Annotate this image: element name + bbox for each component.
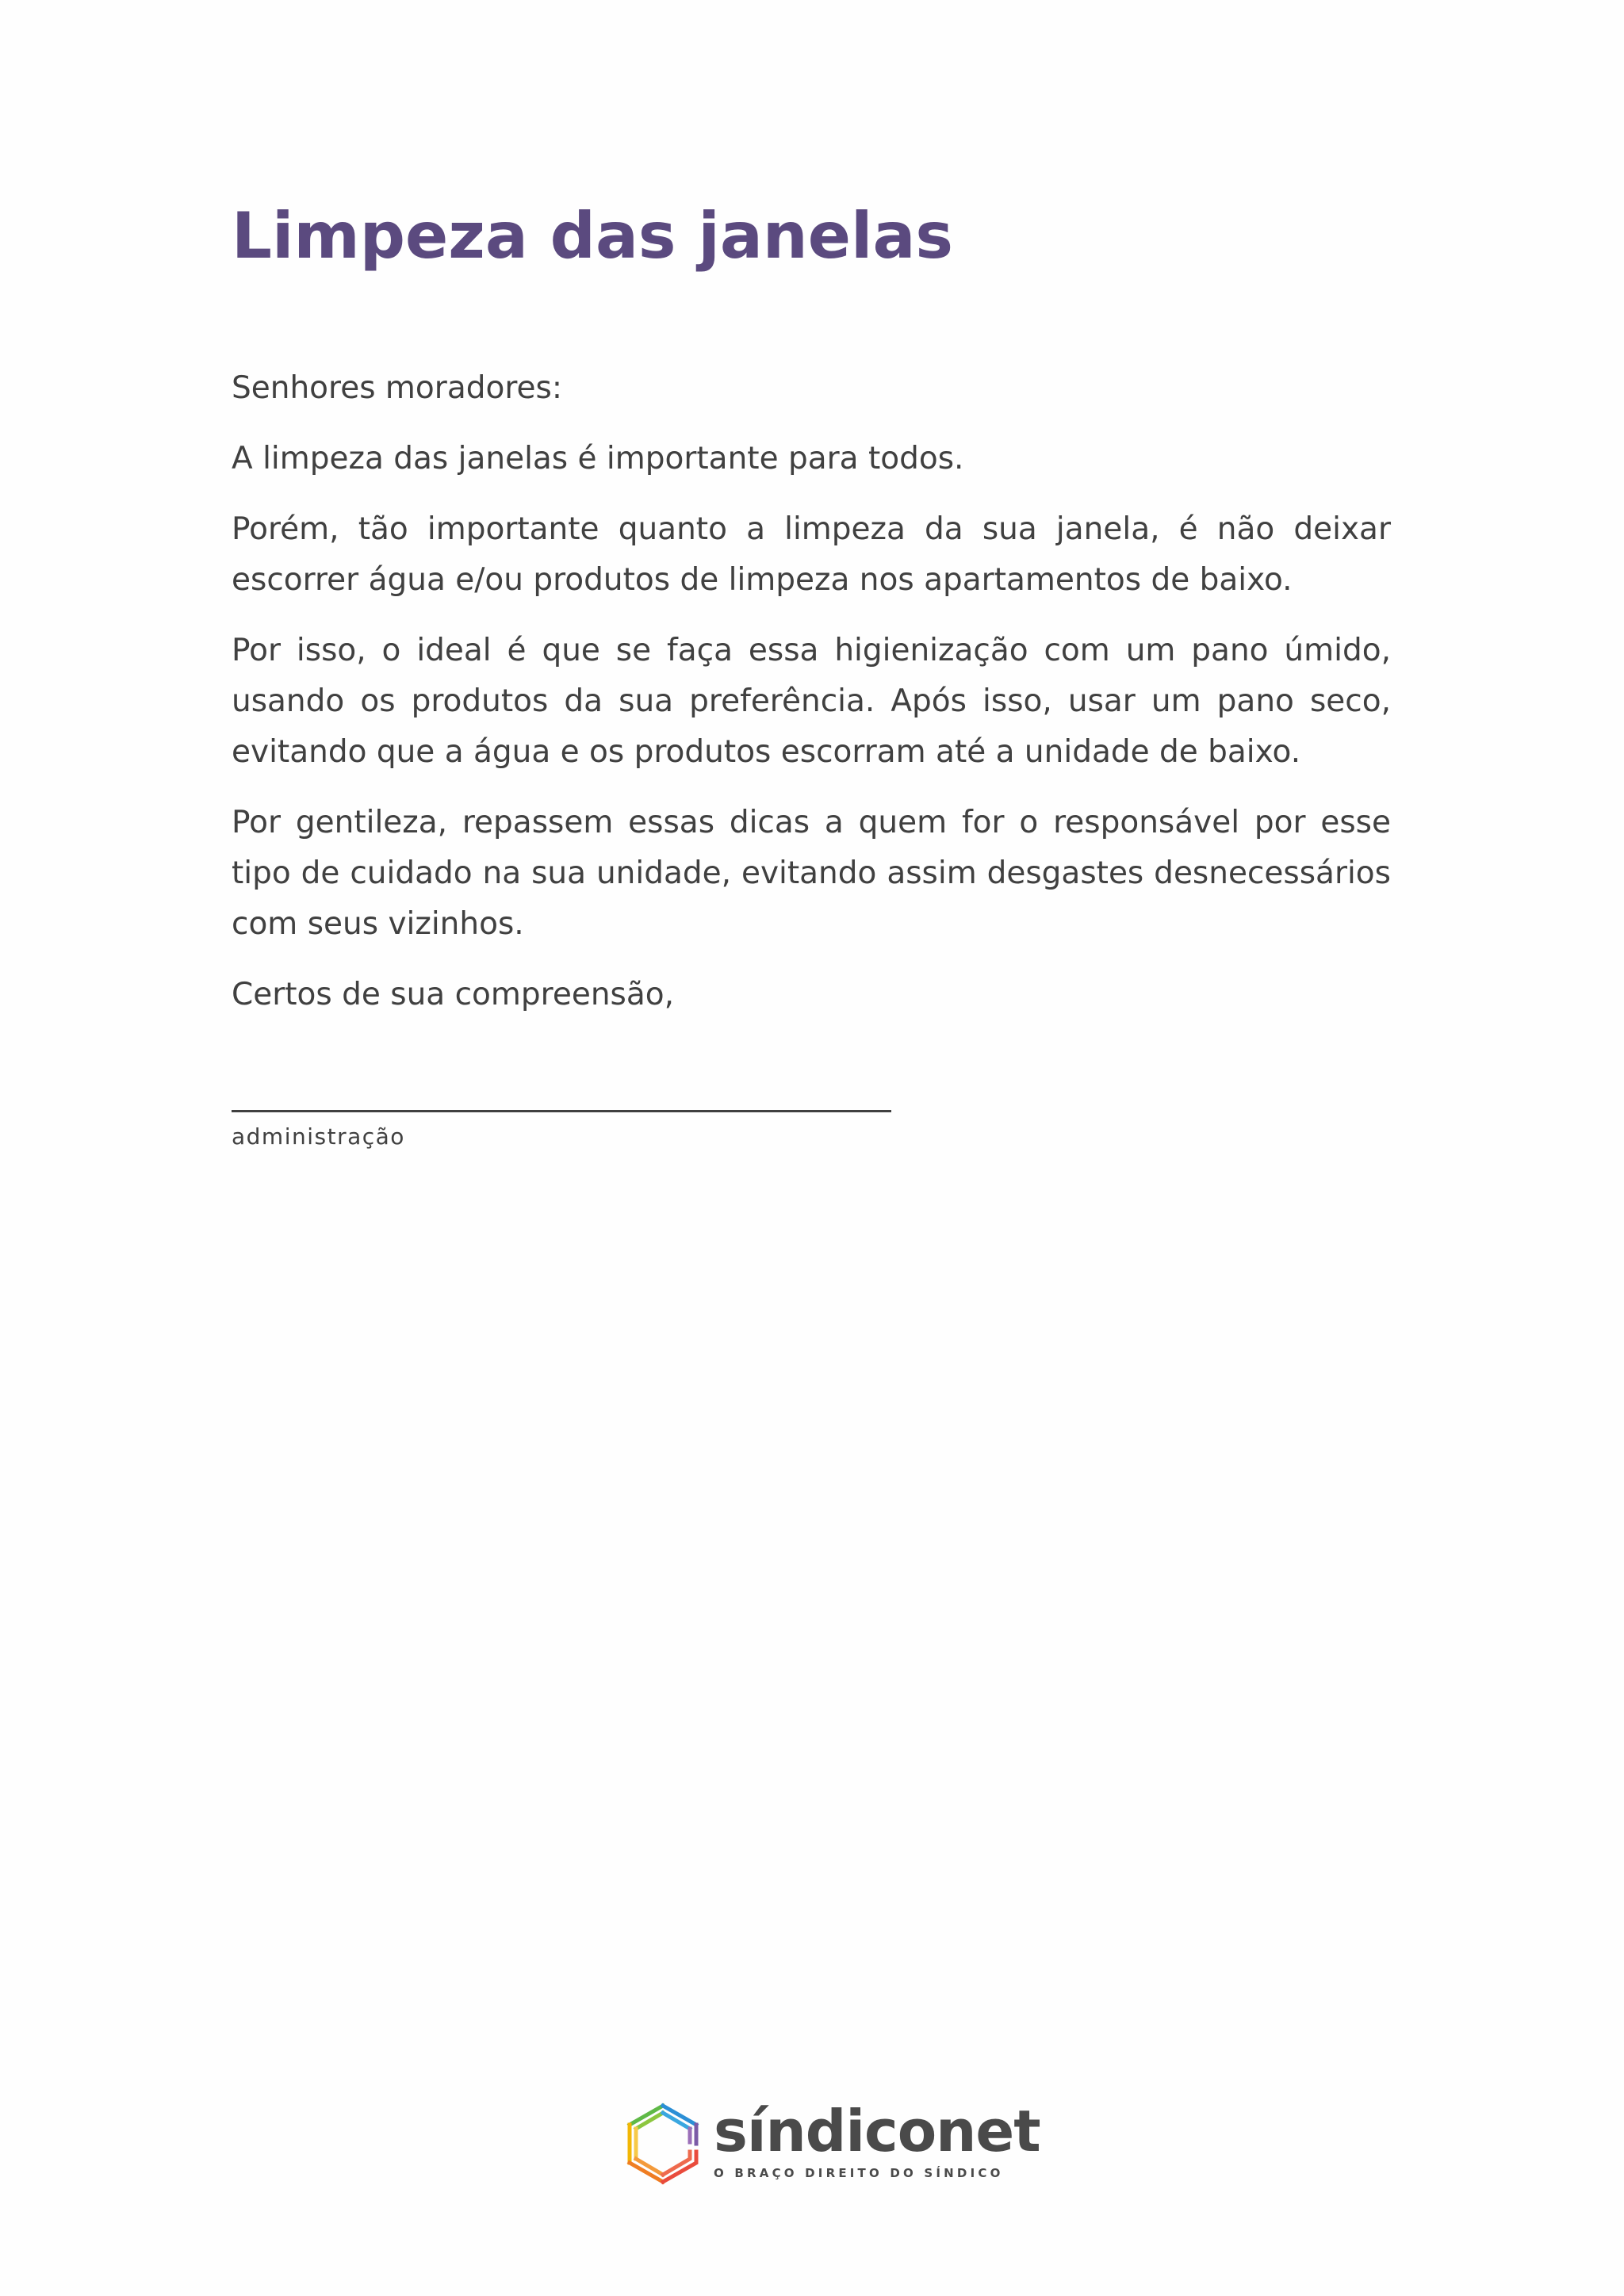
logo-text — [714, 2099, 1040, 2180]
brand-name: síndiconet — [714, 2098, 1040, 2164]
paragraph: Por isso, o ideal é que se faça essa higienização com um pano úmido, usando os produtos da sua preferência. Após isso, usar um pano seco, evitando que a água e os produtos escorram até a unidade de baixo. — [232, 633, 1391, 770]
document-title: Limpeza das janelas — [232, 199, 954, 273]
footer-logo — [623, 2098, 1040, 2195]
signature-line — [232, 1110, 891, 1112]
paragraph: Por gentileza, repassem essas dicas a quem for o responsável por esse tipo de cuidado na sua unidade, evitando assim desgastes desnecessários com seus vizinhos. — [232, 805, 1391, 942]
paragraph: A limpeza das janelas é importante para todos. — [232, 441, 964, 476]
signature-label: administração — [232, 1123, 405, 1150]
salutation: Senhores moradores: — [232, 370, 562, 406]
hexagon-logo-icon — [623, 2099, 703, 2188]
closing: Certos de sua compreensão, — [232, 977, 675, 1012]
document-body — [232, 363, 1391, 1040]
signature-block — [232, 1110, 891, 1150]
brand-tagline: O BRAÇO DIREITO DO SÍNDICO — [714, 2166, 1004, 2180]
paragraph: Porém, tão importante quanto a limpeza da sua janela, é não deixar escorrer água e/ou produtos de limpeza nos apartamentos de baixo. — [232, 511, 1391, 598]
